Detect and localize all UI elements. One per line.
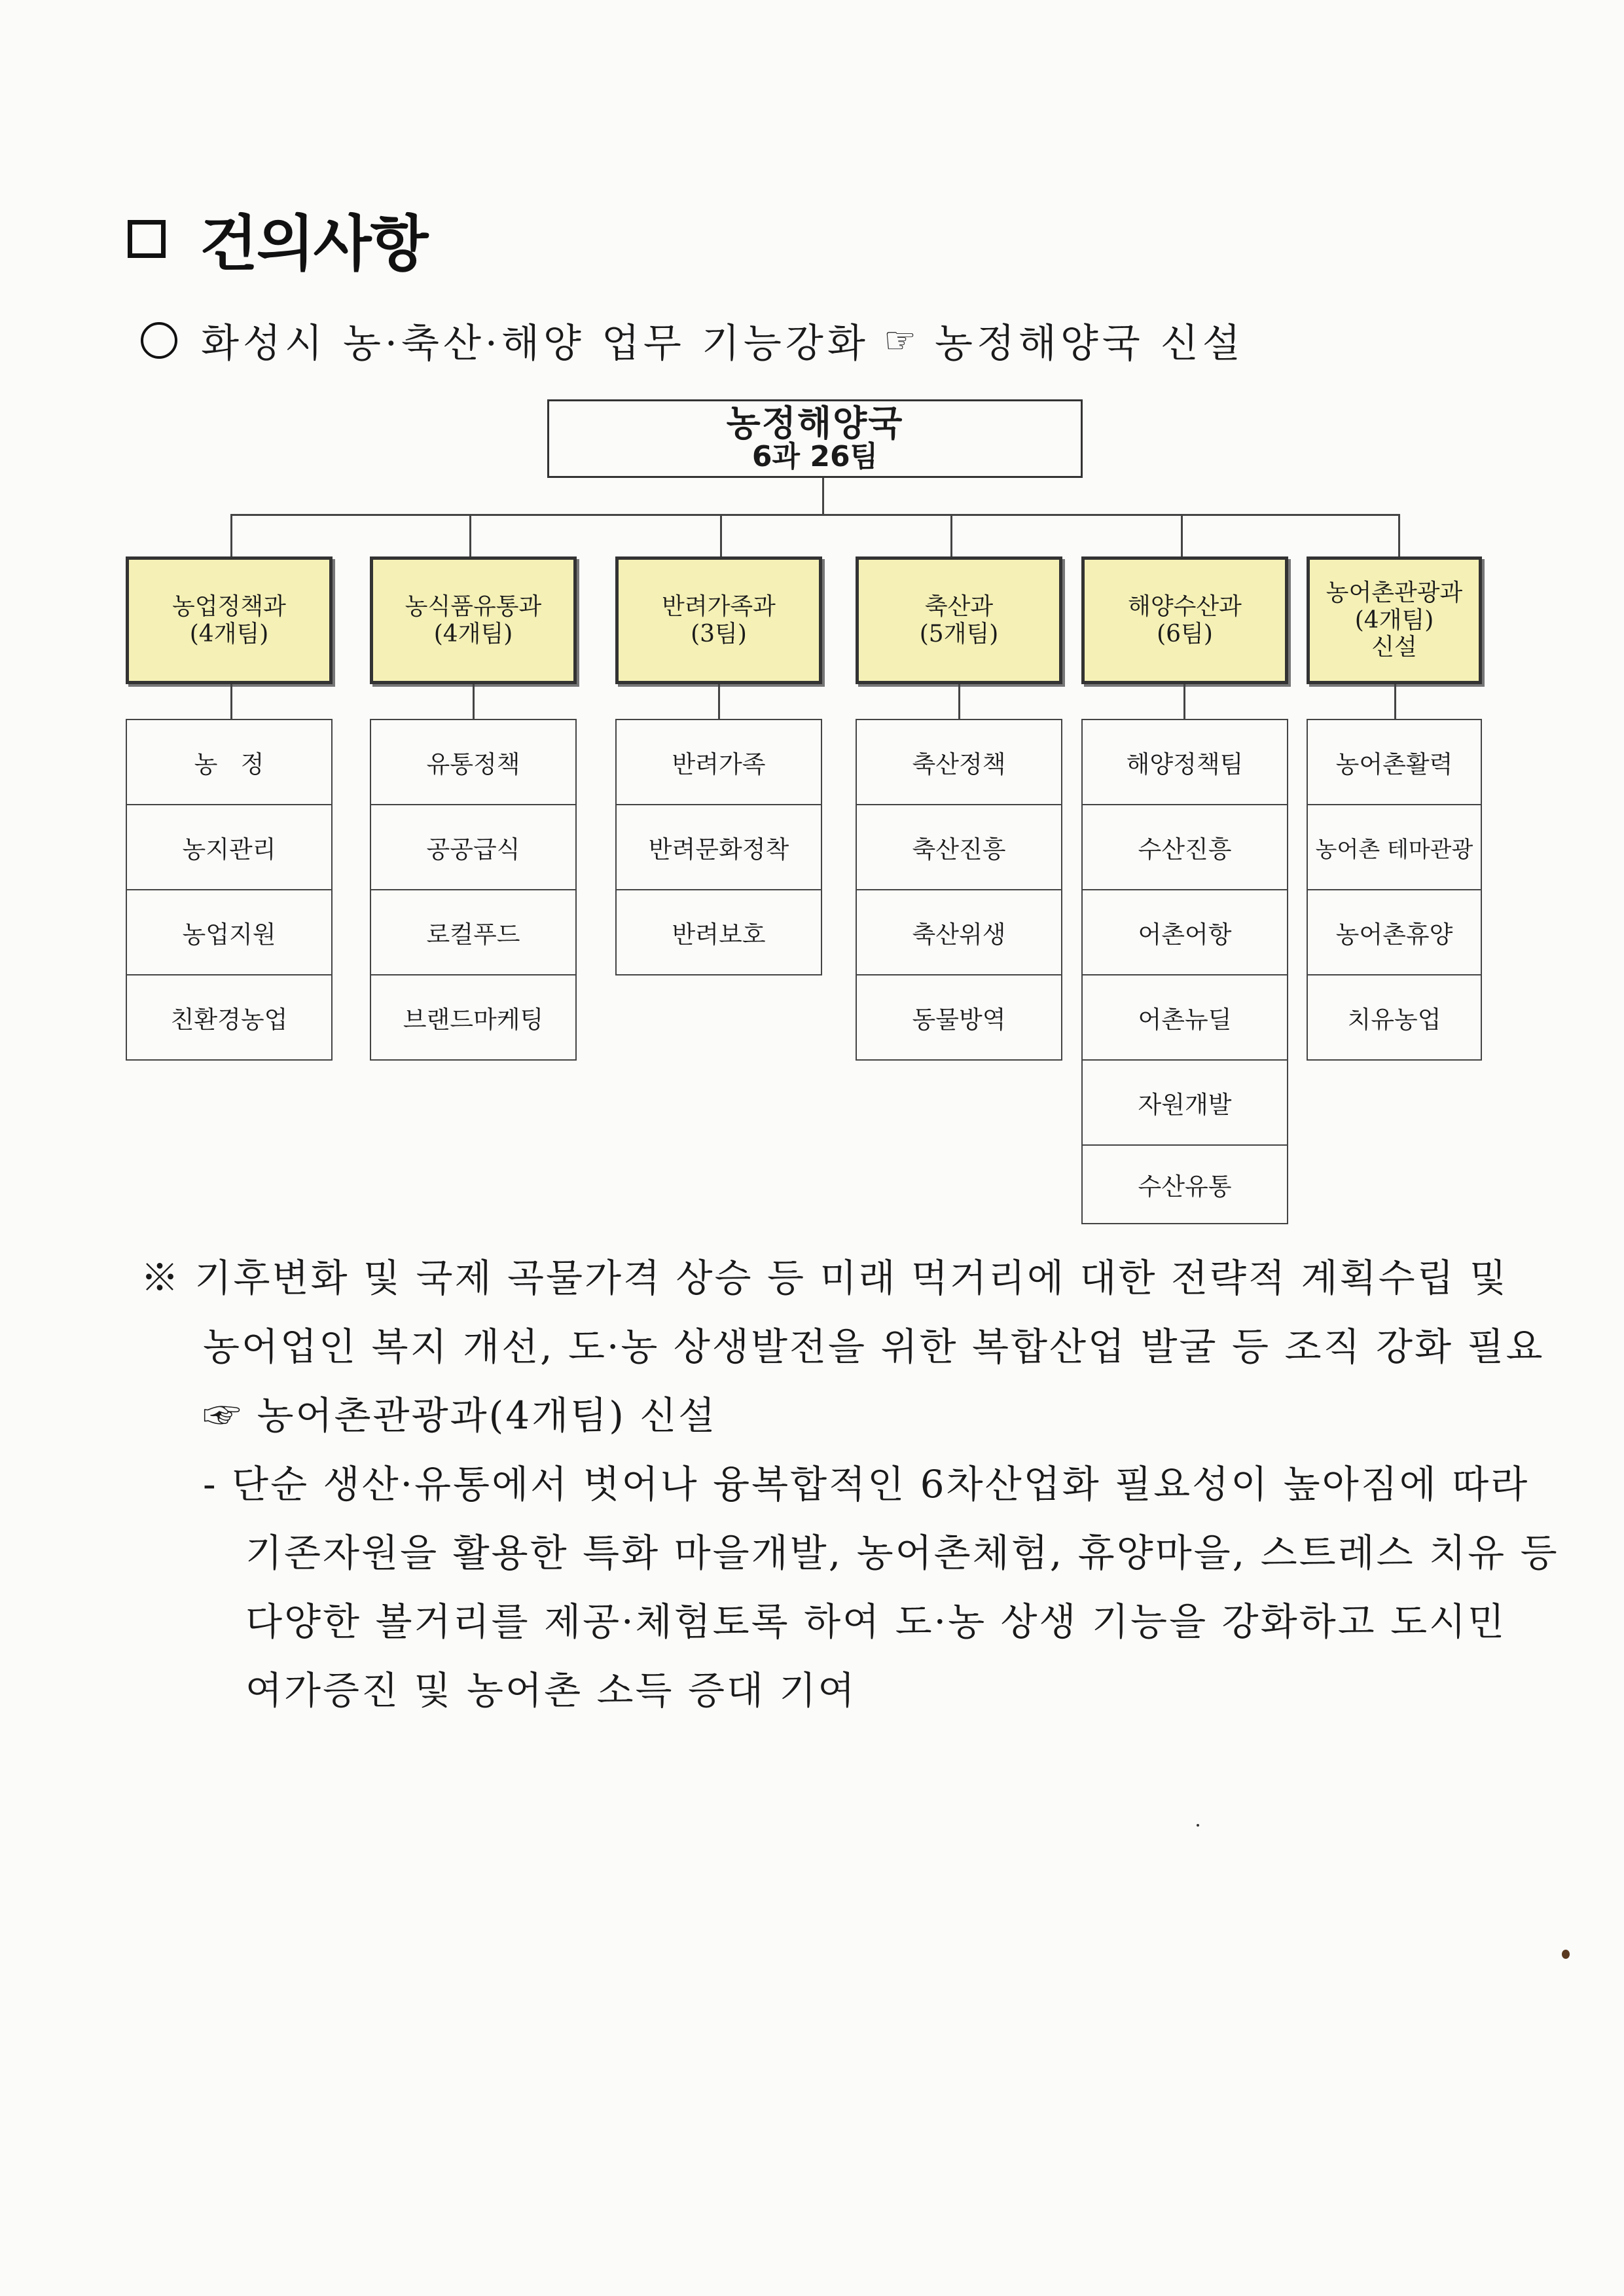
connector-teams-4 bbox=[958, 684, 960, 719]
circle-bullet-icon bbox=[141, 322, 177, 359]
dept-name: 농식품유통과 bbox=[405, 593, 542, 621]
connector-teams-6 bbox=[1394, 684, 1396, 719]
team-cell: 축산정책 bbox=[856, 719, 1062, 805]
team-cell: 동물방역 bbox=[856, 974, 1062, 1061]
square-bullet-icon bbox=[128, 220, 166, 258]
dept-count: (4개팀) bbox=[189, 620, 269, 647]
dept-box-agrifood-distribution bbox=[370, 556, 577, 684]
dept-name: 반려가족과 bbox=[662, 593, 776, 621]
team-cell: 농어촌활력 bbox=[1307, 719, 1482, 805]
dept-name: 농업정책과 bbox=[172, 593, 286, 621]
team-cell: 공공급식 bbox=[370, 804, 577, 890]
dept-note-new: 신설 bbox=[1371, 634, 1417, 661]
org-root-subtitle: 6과 26팀 bbox=[751, 440, 878, 474]
team-cell: 반려보호 bbox=[615, 889, 822, 975]
connector-dept-4 bbox=[950, 514, 952, 556]
team-cell: 유통정책 bbox=[370, 719, 577, 805]
pointing-hand-icon: ☞ bbox=[883, 319, 921, 362]
note-line-1: ※ 기후변화 및 국제 곡물가격 상승 등 미래 먹거리에 대한 전략적 계획수립 및 bbox=[141, 1256, 1509, 1300]
team-cell: 수산유통 bbox=[1081, 1144, 1288, 1224]
summary-bullet bbox=[141, 308, 1244, 373]
connector-teams-5 bbox=[1183, 684, 1185, 719]
team-cell: 반려문화정착 bbox=[615, 804, 822, 890]
note-line-3: ☞ 농어촌관광과(4개팀) 신설 bbox=[203, 1393, 717, 1438]
connector-teams-1 bbox=[230, 684, 232, 719]
note-section bbox=[141, 1244, 1559, 1725]
connector-dept-5 bbox=[1181, 514, 1183, 556]
note-line-6: 다양한 볼거리를 제공·체험토록 하여 도·농 상생 기능을 강화하고 도시민 bbox=[245, 1599, 1507, 1644]
team-cell: 농 정 bbox=[126, 719, 333, 805]
team-cell: 축산위생 bbox=[856, 889, 1062, 975]
note-line-7: 여가증진 및 농어촌 소득 증대 기여 bbox=[245, 1668, 857, 1713]
note-line-4: - 단순 생산·유통에서 벗어나 융복합적인 6차산업화 필요성이 높아짐에 따라 bbox=[203, 1462, 1530, 1506]
summary-result: 농정해양국 신설 bbox=[935, 321, 1244, 367]
team-cell: 자원개발 bbox=[1081, 1059, 1288, 1146]
connector-dept-2 bbox=[469, 514, 471, 556]
dept-count: (3팀) bbox=[691, 620, 747, 647]
dept-name: 농어촌관광과 bbox=[1326, 579, 1463, 607]
pointing-hand-icon: ☞ bbox=[203, 1393, 244, 1438]
team-list-marine-fisheries bbox=[1081, 719, 1288, 1224]
team-cell: 농업지원 bbox=[126, 889, 333, 975]
team-list-agri-policy bbox=[126, 719, 333, 1061]
connector-horizontal bbox=[230, 514, 1398, 516]
connector-teams-3 bbox=[718, 684, 720, 719]
dash-bullet: - bbox=[203, 1462, 218, 1506]
team-cell: 어촌뉴딜 bbox=[1081, 974, 1288, 1061]
connector-dept-6 bbox=[1398, 514, 1400, 556]
dept-name: 축산과 bbox=[924, 593, 994, 621]
team-cell: 브랜드마케팅 bbox=[370, 974, 577, 1061]
team-cell: 농지관리 bbox=[126, 804, 333, 890]
dept-count: (6팀) bbox=[1157, 620, 1213, 647]
dept-box-rural-tourism bbox=[1307, 556, 1482, 684]
org-root-title: 농정해양국 bbox=[726, 402, 904, 444]
team-cell: 치유농업 bbox=[1307, 974, 1482, 1061]
dept-name: 해양수산과 bbox=[1128, 593, 1242, 621]
team-cell: 로컬푸드 bbox=[370, 889, 577, 975]
dept-count: (5개팀) bbox=[919, 620, 999, 647]
team-cell: 농어촌휴양 bbox=[1307, 889, 1482, 975]
reference-mark: ※ bbox=[141, 1256, 181, 1300]
connector-dept-3 bbox=[720, 514, 722, 556]
summary-lead: 화성시 농·축산·해양 업무 기능강화 bbox=[201, 321, 869, 367]
dept-box-marine-fisheries bbox=[1081, 556, 1288, 684]
scan-speck bbox=[1562, 1950, 1570, 1959]
scan-speck bbox=[1197, 1824, 1199, 1827]
note-line-2: 농어업인 복지 개선, 도·농 상생발전을 위한 복합산업 발굴 등 조직 강화 필요 bbox=[203, 1324, 1545, 1369]
dept-count: (4개팀) bbox=[433, 620, 513, 647]
heading-title: 건의사항 bbox=[200, 209, 427, 279]
section-heading bbox=[128, 196, 427, 282]
team-list-companion-family bbox=[615, 719, 822, 975]
team-cell: 어촌어항 bbox=[1081, 889, 1288, 975]
dept-box-agri-policy bbox=[126, 556, 333, 684]
team-cell: 농어촌 테마관광 bbox=[1307, 804, 1482, 890]
dept-count: (4개팀) bbox=[1354, 606, 1434, 634]
org-root-box bbox=[547, 399, 1083, 478]
connector-teams-2 bbox=[473, 684, 475, 719]
team-cell: 수산진흥 bbox=[1081, 804, 1288, 890]
team-cell: 해양정책팀 bbox=[1081, 719, 1288, 805]
team-cell: 축산진흥 bbox=[856, 804, 1062, 890]
team-cell: 반려가족 bbox=[615, 719, 822, 805]
dept-box-livestock bbox=[856, 556, 1062, 684]
team-list-rural-tourism bbox=[1307, 719, 1482, 1061]
connector-root-down bbox=[822, 478, 824, 515]
connector-dept-1 bbox=[230, 514, 232, 556]
team-cell: 친환경농업 bbox=[126, 974, 333, 1061]
dept-box-companion-family bbox=[615, 556, 822, 684]
team-list-agrifood-distribution bbox=[370, 719, 577, 1061]
team-list-livestock bbox=[856, 719, 1062, 1061]
note-line-5: 기존자원을 활용한 특화 마을개발, 농어촌체험, 휴양마을, 스트레스 치유 등 bbox=[245, 1531, 1559, 1575]
